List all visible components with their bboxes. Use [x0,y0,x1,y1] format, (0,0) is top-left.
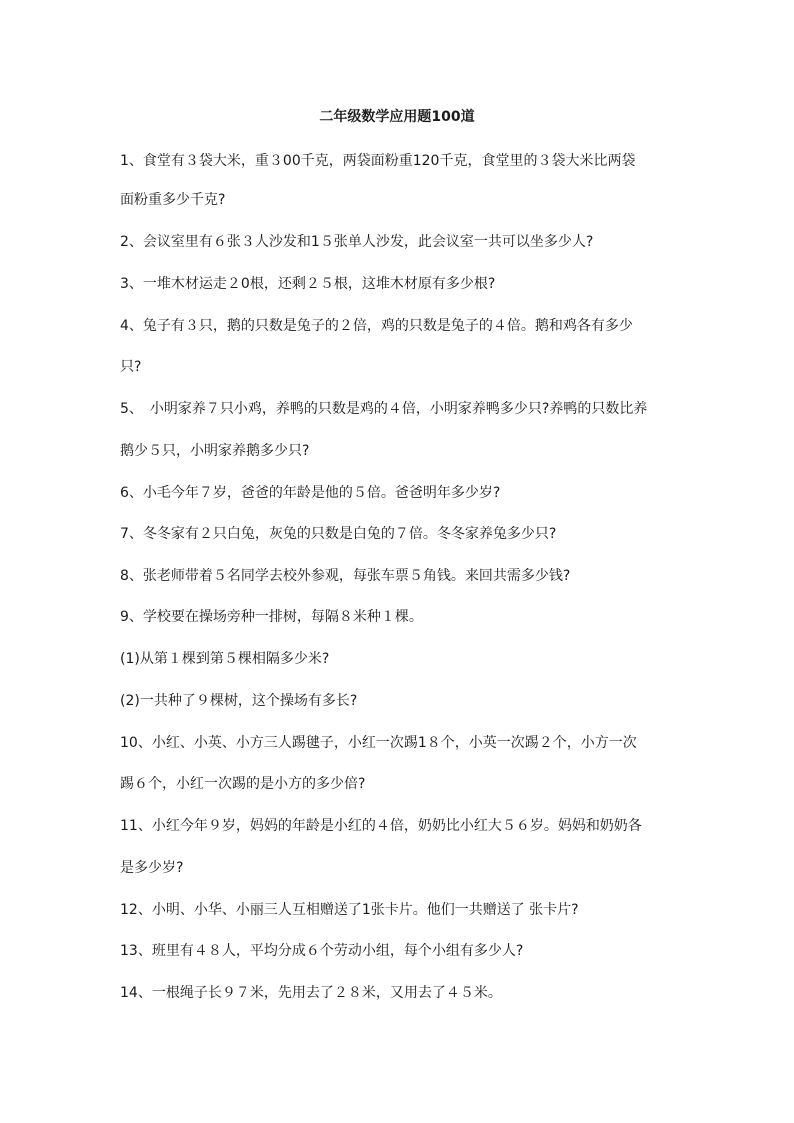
question-5-line-1: 5、 小明家养７只小鸡，养鸭的只数是鸡的４倍，小明家养鸭多少只?养鸭的只数比养 [120,401,648,417]
question-14: 14、一根绳子长９７米，先用去了２８米，又用去了４５米。 [120,985,502,1001]
question-13: 13、班里有４８人，平均分成６个劳动小组，每个小组有多少人? [120,943,524,959]
question-11-line-1: 11、小红今年９岁，妈妈的年龄是小红的４倍，奶奶比小红大５６岁。妈妈和奶奶各 [120,818,642,834]
question-7: 7、冬冬家有２只白兔，灰兔的只数是白兔的７倍。冬冬家养兔多少只? [120,526,557,542]
question-11-line-2: 是多少岁? [120,860,184,876]
question-3: 3、一堆木材运走２0根，还剩２５根，这堆木材原有多少根? [120,276,496,292]
question-4-line-1: 4、兔子有３只，鹅的只数是兔子的２倍，鸡的只数是兔子的４倍。鹅和鸡各有多少 [120,318,633,334]
question-9-part-2: (2)一共种了９棵树，这个操场有多长? [120,693,358,709]
question-5-line-2: 鹅少５只，小明家养鹅多少只? [120,443,310,459]
question-2: 2、会议室里有６张３人沙发和1５张单人沙发，此会议室一共可以坐多少人? [120,234,594,250]
question-8: 8、张老师带着５名同学去校外参观，每张车票５角钱。来回共需多少钱? [120,568,571,584]
question-9: 9、学校要在操场旁种一排树，每隔８米种１棵。 [120,609,423,625]
question-4-line-2: 只? [120,359,142,375]
question-6: 6、小毛今年７岁，爸爸的年龄是他的５倍。爸爸明年多少岁? [120,485,501,501]
question-10-line-1: 10、小红、小英、小方三人踢毽子，小红一次踢1８个，小英一次踢２个，小方一次 [120,735,637,751]
question-12: 12、小明、小华、小丽三人互相赠送了1张卡片。他们一共赠送了 张卡片? [120,902,579,918]
question-9-part-1: (1)从第１棵到第５棵相隔多少米? [120,651,330,667]
document-title: 二年级数学应用题100道 [319,109,475,125]
question-1-line-2: 面粉重多少千克? [120,192,226,208]
question-10-line-2: 踢６个，小红一次踢的是小方的多少倍? [120,776,366,792]
question-1-line-1: 1、食堂有３袋大米，重３00千克，两袋面粉重120千克，食堂里的３袋大米比两袋 [120,153,636,169]
